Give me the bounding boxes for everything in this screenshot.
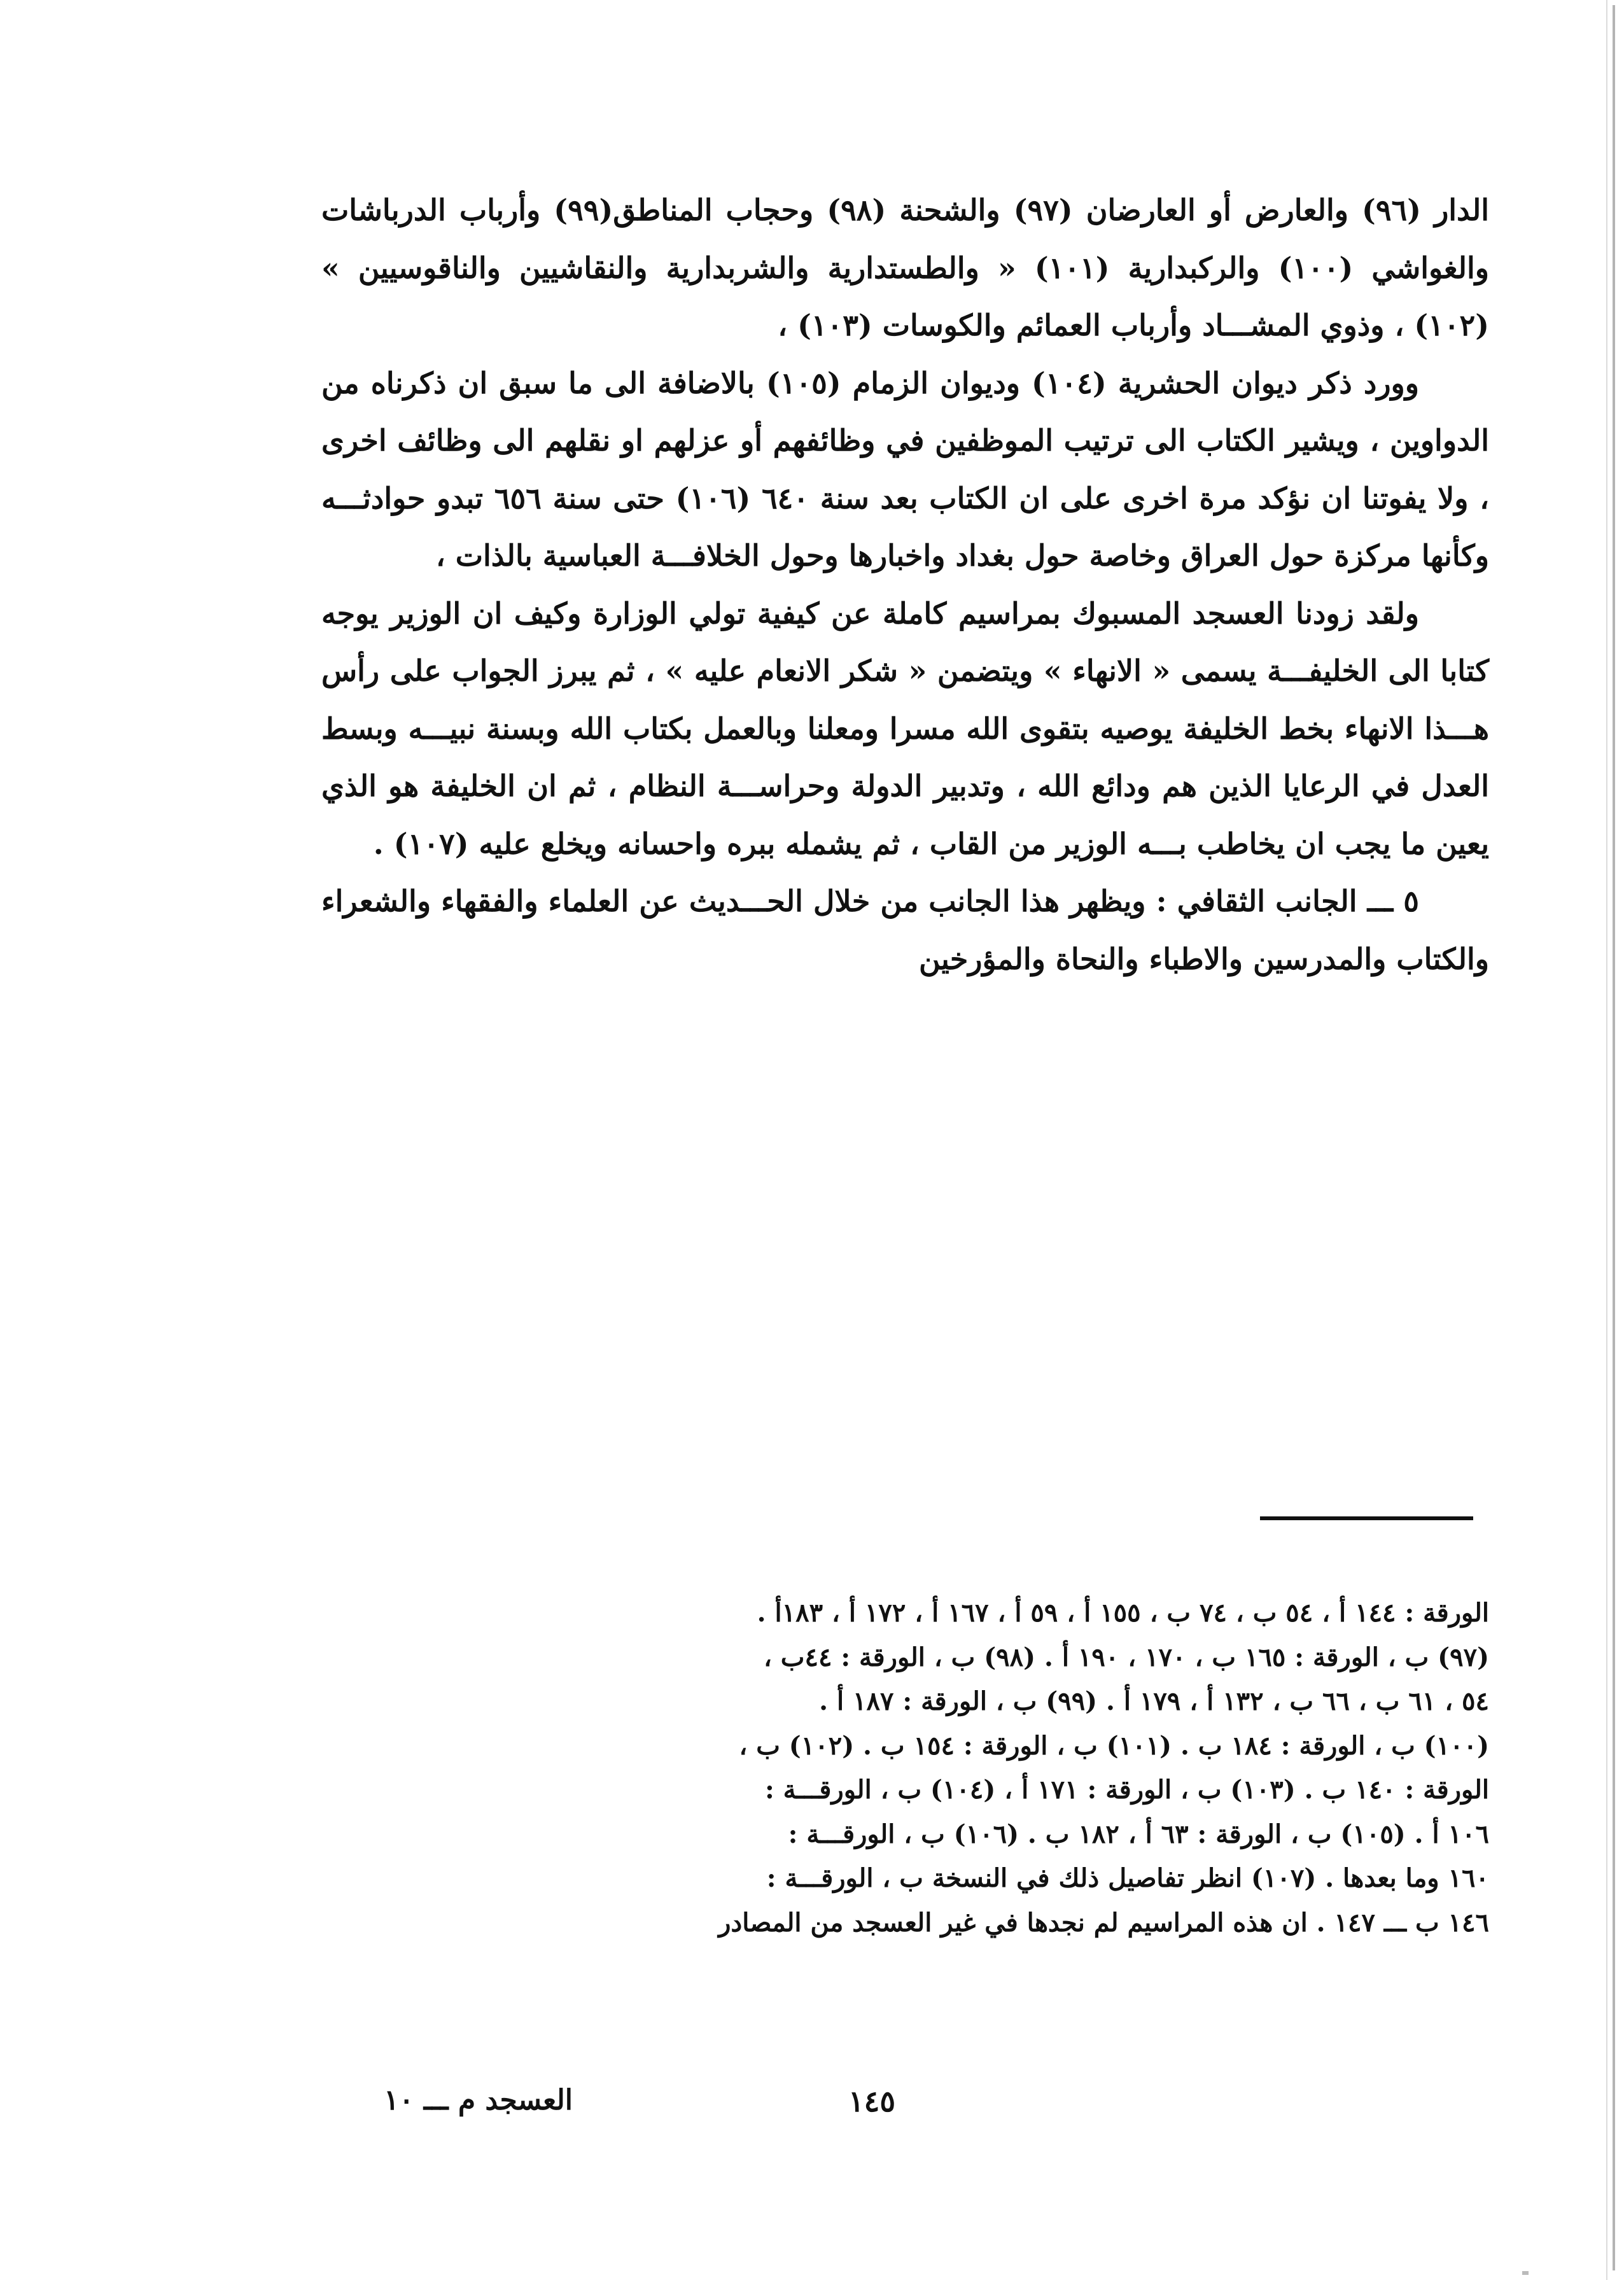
- paragraph-2: وورد ذكر ديوان الحشرية (١٠٤) وديوان الزمام (١٠٥) بالاضافة الى ما سبق ان ذكرناه من الدواوين ، ويشير الكتاب الى ترتيب الموظفين في وظائفهم أو عزلهم او نقلهم الى وظائف اخرى ، ولا يفوتنا ان نؤكد مرة اخرى على ان الكتاب بعد سنة ٦٤٠ (١٠٦) حتى سنة ٦٥٦ تبدو حوادثـــه وكأنها مركزة حول العراق وخاصة حول بغداد واخبارها وحول الخلافـــة العباسية بالذات ،: [321, 365, 1490, 573]
- footnote-line: (٩٧) ب ، الورقة : ١٦٥ ب ، ١٧٠ ، ١٩٠ أ . (٩٨) ب ، الورقة : ٤٤ب ،: [763, 1642, 1489, 1672]
- footnote-separator-rule: [1260, 1516, 1473, 1520]
- footnote-line: الورقة : ١٤٠ ب . (١٠٣) ب ، الورقة : ١٧١ أ ، (١٠٤) ب ، الورقـــة :: [764, 1775, 1489, 1805]
- main-text: [321, 181, 1489, 988]
- scan-edge-line-secondary: [1606, 0, 1607, 2280]
- footnote-line: ١٦٠ وما بعدها . (١٠٧) انظر تفاصيل ذلك في النسخة ب ، الورقـــة :: [766, 1863, 1489, 1893]
- scan-edge-line: [1613, 5, 1615, 2270]
- footer-signature: العسجد م ـــ ١٠: [384, 2084, 573, 2116]
- footnote-line: ٥٤ ، ٦١ ب ، ٦٦ ب ، ١٣٢ أ ، ١٧٩ أ . (٩٩) ب ، الورقة : ١٨٧ أ .: [819, 1686, 1489, 1716]
- footnote-line: ١٤٦ ب ـــ ١٤٧ . ان هذه المراسيم لم نجدها في غير العسجد من المصادر: [718, 1907, 1489, 1938]
- page-number: ١٤٥: [848, 2084, 896, 2118]
- footnote-line: الورقة : ١٤٤ أ ، ٥٤ ب ، ٧٤ ب ، ١٥٥ أ ، ٥٩ أ ، ١٦٧ أ ، ١٧٢ أ ، ١٨٣أ .: [757, 1598, 1489, 1628]
- footnotes: [321, 1591, 1489, 1945]
- scan-speck: [1522, 2271, 1529, 2275]
- paragraph-4: ٥ ـــ الجانب الثقافي : ويظهر هذا الجانب من خلال الحـــديث عن العلماء والفقهاء والشعراء والكتاب والمدرسين والاطباء والنحاة والمؤرخين: [321, 884, 1489, 976]
- paragraph-1: الدار (٩٦) والعارض أو العارضان (٩٧) والشحنة (٩٨) وحجاب المناطق(٩٩) وأرباب الدرباشات والغواشي (١٠٠) والركبدارية (١٠١) « والطستدارية والشربدارية والنقاشيين والناقوسيين » (١٠٢) ، وذوي المشـــاد وأرباب العمائم والكوسات (١٠٣) ،: [321, 193, 1490, 342]
- footnote-line: ١٠٦ أ . (١٠٥) ب ، الورقة : ٦٣ أ ، ١٨٢ ب . (١٠٦) ب ، الورقـــة :: [788, 1819, 1489, 1849]
- footnote-line: (١٠٠) ب ، الورقة : ١٨٤ ب . (١٠١) ب ، الورقة : ١٥٤ ب . (١٠٢) ب ،: [739, 1730, 1489, 1761]
- paragraph-3: ولقد زودنا العسجد المسبوك بمراسيم كاملة عن كيفية تولي الوزارة وكيف ان الوزير يوجه كتابا الى الخليفـــة يسمى « الانهاء » ويتضمن « شكر الانعام عليه » ، ثم يبرز الجواب على رأس هـــذا الانهاء بخط الخليفة يوصيه بتقوى الله مسرا ومعلنا وبالعمل بكتاب الله وبسنة نبيـــه وبسط العدل في الرعايا الذين هم ودائع الله ، وتدبير الدولة وحراســـة النظام ، ثم ان الخليفة هو الذي يعين ما يجب ان يخاطب بـــه الوزير من القاب ، ثم يشمله ببره واحسانه ويخلع عليه (١٠٧) .: [321, 596, 1490, 861]
